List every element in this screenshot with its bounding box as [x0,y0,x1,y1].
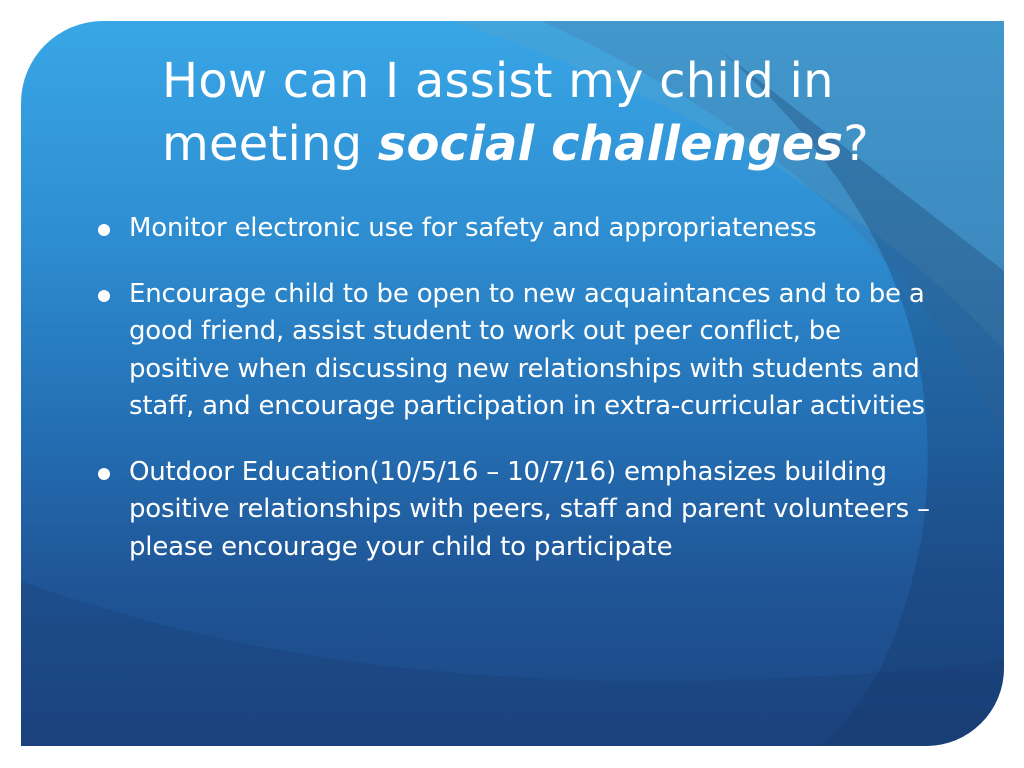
title-emphasis: social challenges [377,116,844,172]
bullet-text: Outdoor Education(10/5/16 – 10/7/16) emphasizes building positive relationships with peers, staff and parent volunteers – please encourage your child to participate [129,456,930,562]
bullet-text: Encourage child to be open to new acquaintances and to be a good friend, assist student to work out peer conflict, be positive when discussing new relationships with students and staff, and encourage participation in extra-curricular activities [129,278,925,421]
bullet-dot-icon [98,468,110,480]
bullet-dot-icon [98,224,110,236]
title-text: How can I assist my child in meeting [162,53,834,172]
title-question-mark: ? [843,116,869,172]
bullet-dot-icon [98,290,110,302]
bullet-item-3 [98,454,938,567]
bullet-item-2 [98,276,938,426]
bullet-list [98,210,938,594]
bullet-item-1 [98,210,938,248]
slide-background [21,21,1004,746]
bullet-text: Monitor electronic use for safety and appropriateness [129,213,817,243]
slide-title [162,50,942,176]
